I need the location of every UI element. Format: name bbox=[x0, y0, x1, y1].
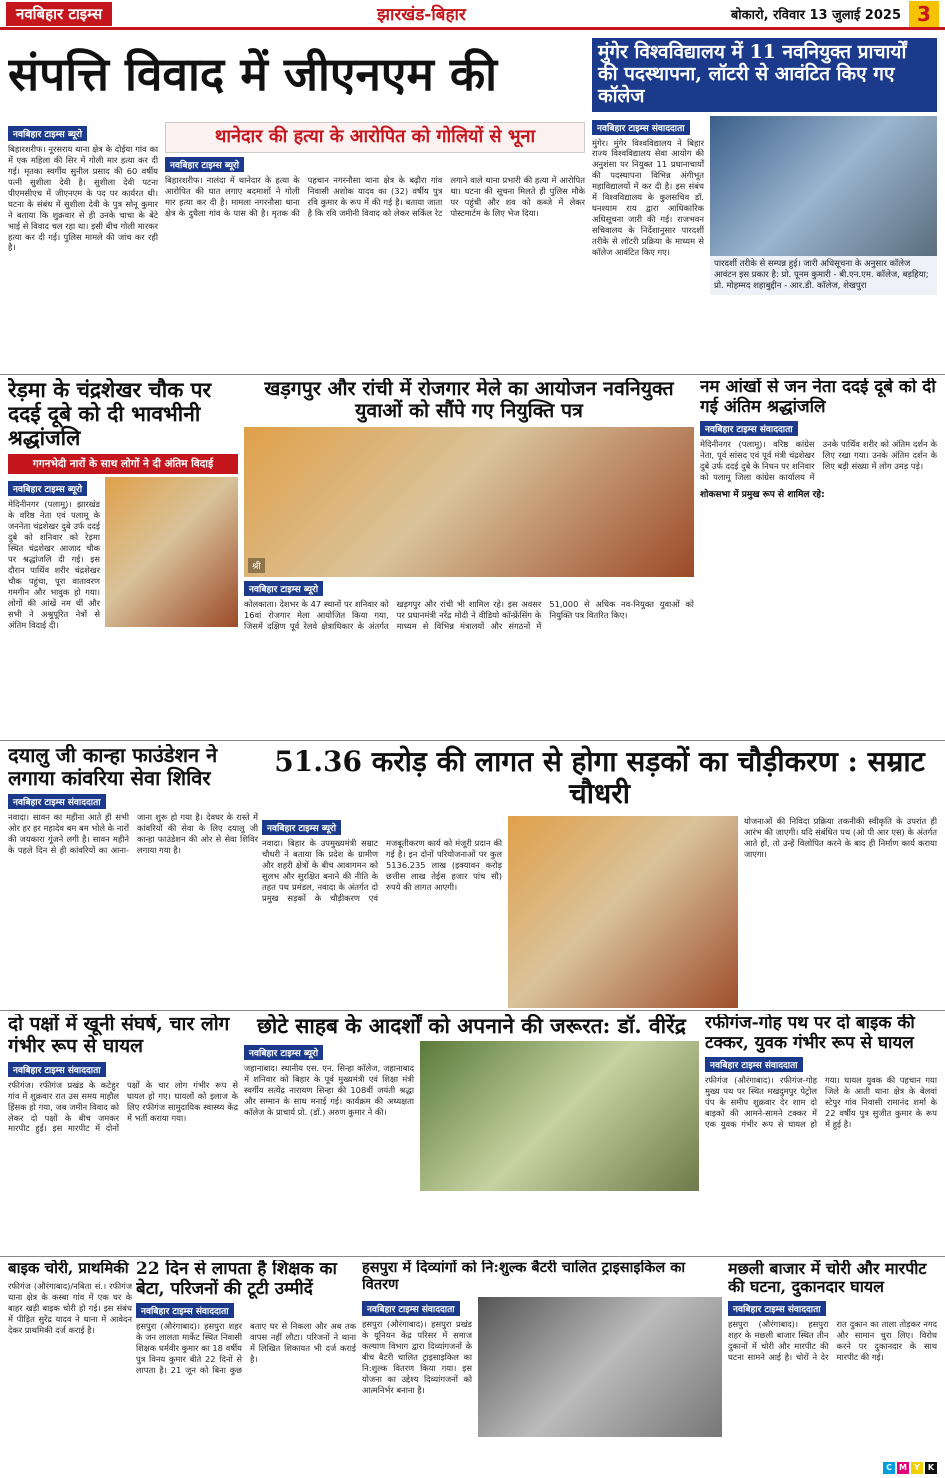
page-number: 3 bbox=[909, 1, 939, 27]
byline: नवबिहार टाइम्स ब्यूरो bbox=[8, 481, 87, 496]
byline: नवबिहार टाइम्स ब्यूरो bbox=[165, 157, 244, 172]
paper-name: नवबिहार टाइम्स bbox=[6, 2, 112, 26]
headline: बाइक चोरी, प्राथमिकी bbox=[8, 1260, 129, 1277]
story-chandrashekhar bbox=[8, 378, 238, 738]
headline: संपत्ति विवाद में जीएनएम की bbox=[8, 47, 498, 101]
story-body: नवादा। सावन का महीना आते ही सभी ओर हर हर महादेव बम बम भोले के नारों की जयकारा गूंजने लगी है। सावन महीने के पहले दिन से ही कांवरियों का आना-जाना शुरू हो गया है। देवघर के रास्ते में कांवरियों की सेवा के लिए दयालु जी कान्हा फाउंडेशन की ओर से सेवा शिविर लगाया गया है। bbox=[8, 812, 258, 855]
photo-caption: पारदर्शी तरीके से सम्पन्न हुई। जारी अधिसूचना के अनुसार कॉलेज आवंटन इस प्रकार है: प्रो. पूनम कुमारी - बी.एन.एम. कॉलेज, बड़हिया; प्रो. मोहम्मद शहाबुद्दीन - आर.डी. कॉलेज, शेखपुरा bbox=[710, 256, 937, 295]
dateline: बोकारो, रविवार 13 जुलाई 2025 bbox=[730, 7, 901, 23]
byline: नवबिहार टाइम्स ब्यूरो bbox=[8, 126, 87, 141]
subhead: गगनभेदी नारों के साथ लोगों ने दी अंतिम विदाई bbox=[8, 454, 238, 474]
headline: खड़गपुर और रांची में रोजगार मेले का आयोजन नवनियुक्त युवाओं को सौंपे गए नियुक्ति पत्र bbox=[264, 378, 674, 423]
byline: नवबिहार टाइम्स संवाददाता bbox=[728, 1301, 826, 1316]
story-gnm bbox=[8, 122, 158, 372]
story-samrat bbox=[262, 744, 937, 1008]
headline: रेड़मा के चंद्रशेखर चौक पर ददई दूबे को दी भावभीनी श्रद्धांजलि bbox=[8, 378, 212, 451]
story-body: हसपुरा (औरंगाबाद)। हसपुरा शहर के जन लालता मार्केट स्थित निवासी शिक्षक धर्मवीर कुमार का 18 वर्षीय पुत्र विनय कुमार बीते 22 दिनों से लापता है। 21 जून को बिना कुछ बताए घर से निकला और अब तक वापस नहीं लौटा। परिजनों ने थाना में लिखित शिकायत भी दर्ज कराई है। bbox=[136, 1321, 356, 1375]
headline: रफीगंज-गोह पथ पर दो बाइक की टक्कर, युवक गंभीर रूप से घायल bbox=[705, 1014, 915, 1053]
print-color-marks bbox=[883, 1462, 937, 1474]
story-rojgar bbox=[244, 378, 694, 738]
headline: छोटे साहब के आदर्शों को अपनाने की जरूरत: डॉ. वीरेंद्र bbox=[257, 1014, 686, 1038]
headline: हसपुरा में दिव्यांगों को नि:शुल्क बैटरी चालित ट्राइसाइकिल का वितरण bbox=[362, 1260, 686, 1293]
leader-portrait-photo bbox=[105, 477, 238, 627]
magenta-mark: M bbox=[897, 1462, 909, 1474]
story-body: बिहारशरीफ। नालंदा में थानेदार के हत्या के आरोपित की घात लगाए बदमाशों ने गोली मार हत्या कर दी है। मामला नगरनौसा थाना क्षेत्र के दुधैला गांव के पास की है। मृतक की पहचान नगरनौसा थाना क्षेत्र के बढ़ौरा गांव निवासी अशोक यादव का (32) वर्षीय पुत्र रवि कुमार के रूप में की गई है। बताया जाता है कि रवि जमीनी विवाद को लेकर सर्किल रेट लगाने वाले थाना प्रभारी की हत्या में आरोपित था। घटना की सूचना मिलते ही पुलिस मौके पर पहुंची और शव को कब्जे में लेकर पोस्टमार्टम के लिए भेज दिया। bbox=[165, 174, 585, 218]
tribute-event-photo bbox=[420, 1041, 699, 1191]
headline: 22 दिन से लापता है शिक्षक का बेटा, परिजनों की टूटी उम्मीदें bbox=[136, 1260, 337, 1299]
headline: 51.36 करोड़ की लागत से होगा सड़कों का चौड़ीकरण : सम्राट चौधरी bbox=[274, 745, 925, 811]
byline: नवबिहार टाइम्स ब्यूरो bbox=[262, 820, 341, 835]
story-body: मेदिनीनगर (पलामू)। वरिष्ठ कांग्रेस नेता, पूर्व सांसद एवं पूर्व मंत्री चंद्रशेखर दुबे उर्फ ददई दुबे के निधन पर शनिवार को पलामू जिला कांग्रेस कार्यालय में उनके पार्थिव शरीर को अंतिम दर्शन के लिए रखा गया। उनके अंतिम दर्शन के लिए बड़ी संख्या में लोग उमड़ पड़े। bbox=[700, 439, 937, 482]
story-body-continued: योजनाओं की निविदा प्रक्रिया तकनीकी स्वीकृति के उपरांत ही आरंभ की जाएगी। यदि संबंधित पथ (ओ पी आर एस) के अंतर्गत आते हों, तो उन्हें विलोपित करने के बाद ही निर्माण कार्य कराया जाएगा। bbox=[744, 816, 937, 860]
cyan-mark: C bbox=[883, 1462, 895, 1474]
tricycle-distribution-photo bbox=[478, 1297, 722, 1437]
story-body: मेदिनीनगर (पलामू)। झारखंड के वरिष्ठ नेता एवं पलामू के जननेता चंद्रशेखर दुबे उर्फ ददई दुबे को शनिवार को रेड़मा स्थित चंद्रशेखर आजाद चौक पर श्रद्धांजलि दी गई। इस दौरान पार्थिव शरीर चंद्रशेखर चौक पहुंचा, पूरा वातावरण गमगीन और भावुक हो गया। लोगों की आंखें नम थीं और सभी ने अश्रुपूरित नेत्रों से अंतिम विदाई दी। bbox=[8, 499, 100, 630]
byline: नवबिहार टाइम्स संवाददाता bbox=[362, 1301, 460, 1316]
headline: दो पक्षों में खूनी संघर्ष, चार लोग गंभीर रूप से घायल bbox=[8, 1014, 230, 1057]
story-body: कोलकाता। देशभर के 47 स्थानों पर शनिवार को 16वां रोजगार मेला आयोजित किया गया, जिसमें दक्षिण पूर्व रेलवे क्षेत्राधिकार के अंतर्गत खड़गपुर और रांची भी शामिल रहे। इस अवसर पर प्रधानमंत्री नरेंद्र मोदी ने वीडियो कॉन्फ्रेंसिंग के माध्यम से विभिन्न मंत्रालयों और संगठनों में 51,000 से अधिक नव-नियुक्त युवाओं को नियुक्ति पत्र वितरित किए। bbox=[244, 598, 694, 631]
subhead: शोकसभा में प्रमुख रूप से शामिल रहे: bbox=[700, 489, 825, 500]
divider bbox=[0, 740, 945, 741]
story-thanedar bbox=[165, 122, 585, 372]
byline: नवबिहार टाइम्स संवाददाता bbox=[705, 1057, 803, 1072]
story-dadai bbox=[700, 378, 937, 738]
story-munger bbox=[592, 38, 937, 372]
photo-label: श्री bbox=[248, 558, 265, 573]
divider bbox=[0, 1256, 945, 1257]
story-rafiganj bbox=[705, 1014, 937, 1254]
yellow-mark: Y bbox=[911, 1462, 923, 1474]
headline: दयालु जी कान्हा फाउंडेशन ने लगाया कांवरिया सेवा शिविर bbox=[8, 744, 218, 790]
story-tricycle bbox=[362, 1260, 722, 1470]
story-machhli bbox=[728, 1260, 937, 1460]
divider bbox=[0, 374, 945, 375]
story-body: जहानाबाद। स्थानीय एस. एन. सिन्हा कॉलेज, जहानाबाद में शनिवार को बिहार के पूर्व मुख्यमंत्री एवं शिक्षा मंत्री स्वर्गीय सत्येंद्र नारायण सिन्हा की 108वीं जयंती श्रद्धा और सम्मान के साथ मनाई गई। कार्यक्रम की अध्यक्षता कॉलेज के प्राचार्य प्रो. (डॉ.) अरुण कुमार ने की। bbox=[244, 1063, 414, 1117]
byline: नवबिहार टाइम्स ब्यूरो bbox=[244, 1045, 323, 1060]
black-mark: K bbox=[925, 1462, 937, 1474]
story-bike-chori bbox=[8, 1260, 132, 1470]
appointment-ceremony-photo bbox=[244, 427, 694, 577]
masthead bbox=[0, 0, 945, 30]
headline: नम आंखों से जन नेता ददई दूबे को दी गई अंतिम श्रद्धांजलि bbox=[700, 378, 936, 417]
story-body: रफीगंज (औरंगाबाद)/नबिता सं.। रफीगंज थाना क्षेत्र के कस्बा गांव में एक घर के बाहर खड़ी बाइक चोरी हो गई। इस संबंध में पीड़ित सुरेंद्र यादव ने थाना में आवेदन देकर प्राथमिकी दर्ज कराई है। bbox=[8, 1281, 132, 1335]
byline: नवबिहार टाइम्स संवाददाता bbox=[592, 120, 690, 135]
meeting-photo bbox=[710, 116, 937, 256]
divider bbox=[0, 1010, 945, 1011]
story-body: हसपुरा (औरंगाबाद)। हसपुरा प्रखंड के यूनियन केंद्र परिसर में समाज कल्याण विभाग द्वारा दिव्यांगजनों के बीच बैटरी चालित ट्राइसाइकिल का नि:शुल्क वितरण किया गया। इस योजना का उद्देश्य दिव्यांगजनों को आत्मनिर्भर बनाना है। bbox=[362, 1319, 472, 1395]
byline: नवबिहार टाइम्स संवाददाता bbox=[8, 1062, 106, 1077]
byline: नवबिहार टाइम्स ब्यूरो bbox=[244, 581, 323, 596]
story-body: रफीगंज। रफीगंज प्रखंड के कटेहुर गांव में शुक्रवार रात उस समय माहौल हिंसक हो गया, जब जमीन विवाद को लेकर दो पक्षों के बीच जमकर मारपीट हुई। इस मारपीट में दोनों पक्षों के चार लोग गंभीर रूप से घायल हो गए। घायलों को इलाज के लिए रफीगंज सामुदायिक स्वास्थ्य केंद्र में भर्ती कराया गया। bbox=[8, 1079, 238, 1134]
story-chhote bbox=[244, 1014, 699, 1254]
headline: मछली बाजार में चोरी और मारपीट की घटना, दुकानदार घायल bbox=[728, 1260, 927, 1297]
byline: नवबिहार टाइम्स संवाददाता bbox=[136, 1303, 234, 1318]
story-body: हसपुरा (औरंगाबाद)। हसपुरा शहर के मछली बाजार स्थित तीन दुकानों में चोरी और मारपीट की घटना सामने आई है। चोरों ने देर रात दुकान का ताला तोड़कर नगद और सामान चुरा लिए। विरोध करने पर दुकानदार के साथ मारपीट की गई। bbox=[728, 1318, 937, 1362]
headline: थानेदार की हत्या के आरोपित को गोलियों से भूना bbox=[165, 122, 585, 153]
story-shikshak bbox=[136, 1260, 356, 1470]
story-khooni bbox=[8, 1014, 238, 1254]
byline: नवबिहार टाइम्स संवाददाता bbox=[8, 794, 106, 809]
story-kanha bbox=[8, 744, 258, 1008]
story-body: रफीगंज (औरंगाबाद)। रफीगंज-गोह मुख्य पथ पर स्थित मखदुमपुर पेट्रोल पंप के समीप शुक्रवार देर शाम दो बाइकों की आमने-सामने टक्कर में एक युवक गंभीर रूप से घायल हो गया। घायल युवक की पहचान गया जिले के आती थाना क्षेत्र के बेलवां स्टेपुर गांव निवासी रामानंद शर्मा के 22 वर्षीय पुत्र सुजीत कुमार के रूप में हुई है। bbox=[705, 1075, 937, 1129]
section-title: झारखंड-बिहार bbox=[377, 5, 466, 25]
headline: मुंगेर विश्वविद्यालय में 11 नवनियुक्त प्राचार्यों की पदस्थापना, लॉटरी से आवंटित किए गए कॉलेज bbox=[592, 38, 937, 112]
byline: नवबिहार टाइम्स संवाददाता bbox=[700, 421, 798, 436]
minister-photo bbox=[508, 816, 738, 1008]
story-gnm-headline-block bbox=[8, 38, 583, 122]
story-body: बिहारशरीफ। नूरसराय थाना क्षेत्र के दोईया गांव का में एक महिला की सिर में गोली मार हत्या कर दी गई। मृतका स्वर्गीय सुनील प्रसाद की 60 वर्षीय पत्नी सुशीला देवी है। सुशीला देवी पटना पीएमसीएच में जीएनएम के पद पर कार्यरत थी। घटना के संबंध में सुशीला देवी के पुत्र सोनू कुमार ने बताया कि शुक्रवार से ही उनके चाचा के बेटे भाई से विवाद चल रहा था। इसी बीच गोली मारकर हत्या कर दी गई। पुलिस मामले की जांच कर रही है। bbox=[8, 144, 158, 253]
story-body: मुंगेर। मुंगेर विश्वविद्यालय ने बिहार राज्य विश्वविद्यालय सेवा आयोग की अनुशंसा पर नियुक्त 11 प्रधानाचार्यों की पदस्थापना विभिन्न अंगीभूत महाविद्यालयों में कर दी है। इस संबंध में विश्वविद्यालय के कुलसचिव डॉ. घनश्याम राय द्वारा आधिकारिक अधिसूचना जारी की गई। राजभवन सचिवालय के निर्देशानुसार पारदर्शी तरीके से लॉटरी प्रक्रिया के माध्यम से कॉलेज आवंटित किए गए। bbox=[592, 137, 704, 257]
story-body: नवादा। बिहार के उपमुख्यमंत्री सम्राट चौधरी ने बताया कि प्रदेश के ग्रामीण और शहरी क्षेत्रों के बीच आवागमन को सुलभ और सुरक्षित बनाने की नीति के तहत पथ प्रमंडल, नवादा के अंतर्गत दो प्रमुख सड़कों के चौड़ीकरण एवं मजबूतीकरण कार्य को मंजूरी प्रदान की गई है। इन दोनों परियोजनाओं पर कुल 5136.235 लाख (इक्यावन करोड़ छत्तीस लाख तेईस हजार पांच सौ) रुपये की लागत आएगी। bbox=[262, 838, 502, 904]
